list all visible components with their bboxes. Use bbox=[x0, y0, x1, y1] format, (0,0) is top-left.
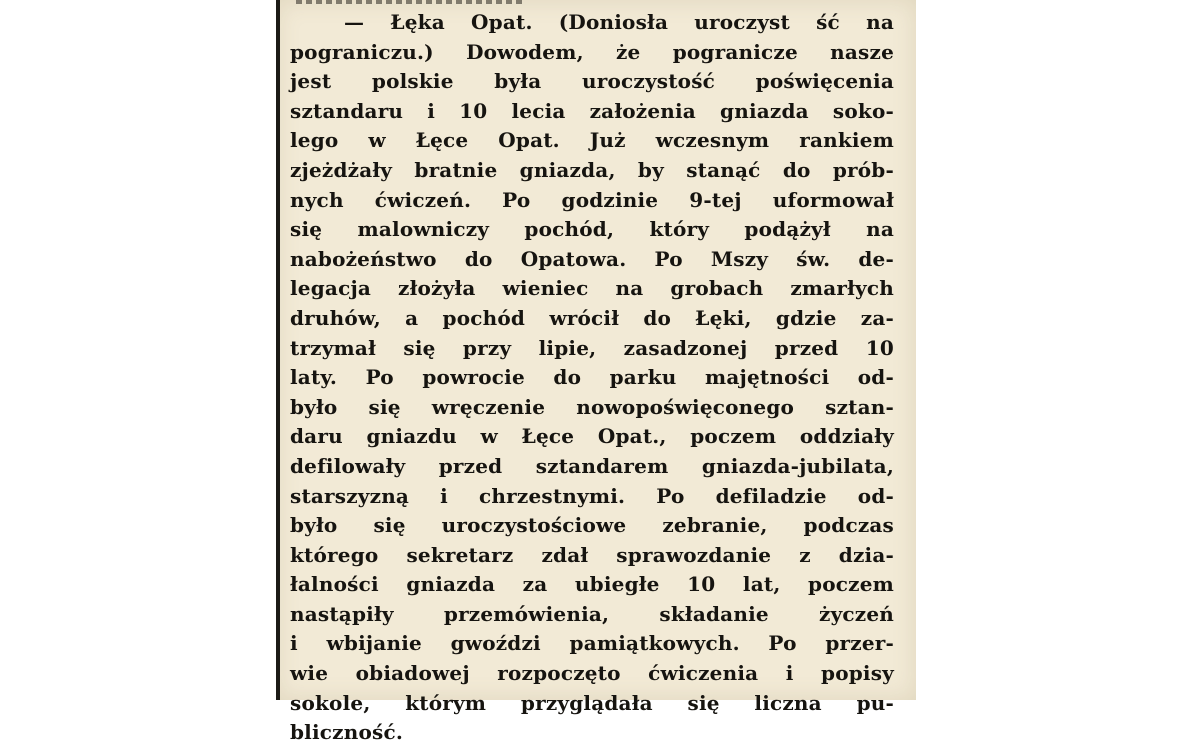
article-line: defilowały przed sztandarem gniazda-jubilata, bbox=[290, 453, 894, 478]
article-line: lego w Łęce Opat. Już wczesnym rankiem bbox=[290, 128, 894, 153]
column-rule bbox=[276, 0, 280, 700]
article-line: legacja złożyła wieniec na grobach zmarłych bbox=[290, 276, 894, 301]
article-line: było się wręczenie nowopoświęconego sztan- bbox=[290, 394, 894, 419]
article-line: nabożeństwo do Opatowa. Po Mszy św. de- bbox=[290, 246, 894, 271]
article-line: starszyzną i chrzestnymi. Po defiladzie od- bbox=[290, 483, 894, 508]
article-line: wie obiadowej rozpoczęto ćwiczenia i popisy bbox=[290, 661, 894, 686]
article-line: trzymał się przy lipie, zasadzonej przed 10 bbox=[290, 335, 894, 360]
article-line: zjeżdżały bratnie gniazda, by stanąć do prób- bbox=[290, 157, 894, 182]
article-line: jest polskie była uroczystość poświęcenia bbox=[290, 69, 894, 94]
article-line: — Łęka Opat. (Doniosła uroczyst ść na bbox=[344, 10, 894, 34]
article-line: którego sekretarz zdał sprawozdanie z dzia- bbox=[290, 542, 894, 567]
article-line: sokole, którym przyglądała się liczna pu- bbox=[290, 690, 894, 715]
article-text bbox=[290, 8, 894, 748]
article-line: druhów, a pochód wrócił do Łęki, gdzie za- bbox=[290, 305, 894, 330]
article-line: i wbijanie gwoździ pamiątkowych. Po przer- bbox=[290, 631, 894, 656]
article-line: łalności gniazda za ubiegłe 10 lat, poczem bbox=[290, 572, 894, 597]
newspaper-clipping bbox=[276, 0, 916, 745]
article-line: laty. Po powrocie do parku majętności od- bbox=[290, 365, 894, 390]
article-line: nastąpiły przemówienia, składanie życzeń bbox=[290, 601, 894, 626]
article-line: było się uroczystościowe zebranie, podczas bbox=[290, 513, 894, 538]
article-line: sztandaru i 10 lecia założenia gniazda soko- bbox=[290, 98, 894, 123]
article-line: pograniczu.) Dowodem, że pogranicze nasze bbox=[290, 39, 894, 64]
article-line: daru gniazdu w Łęce Opat., poczem oddziały bbox=[290, 424, 894, 449]
article-line: bliczność. bbox=[290, 720, 403, 745]
cut-off-text-remnant bbox=[296, 0, 526, 4]
article-line: nych ćwiczeń. Po godzinie 9-tej uformował bbox=[290, 187, 894, 212]
article-line: się malowniczy pochód, który podążył na bbox=[290, 217, 894, 242]
